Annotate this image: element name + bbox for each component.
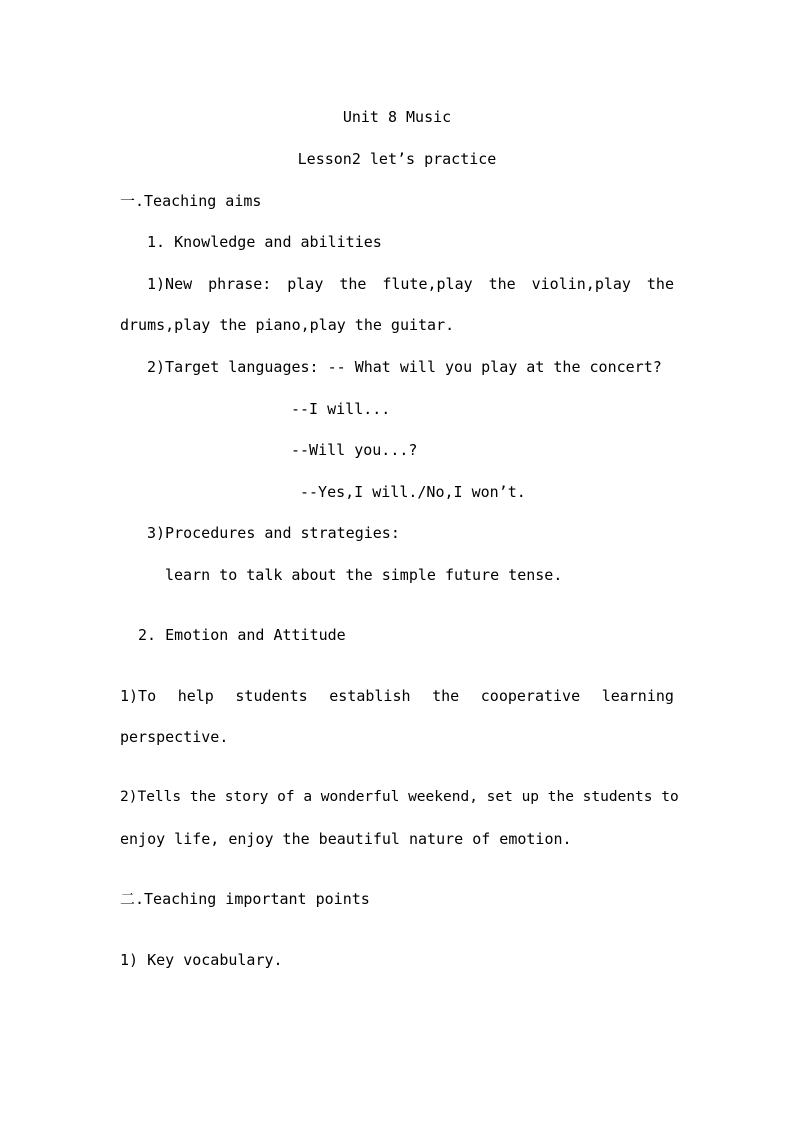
new-phrase-line-2: drums,play the piano,play the guitar. — [120, 316, 455, 334]
procedures-text: learn to talk about the simple future tense. — [165, 566, 563, 584]
new-phrase-word: the — [339, 275, 367, 293]
teaching-aims-heading: 一.Teaching aims — [120, 192, 262, 210]
emotion-word: establish — [329, 687, 411, 705]
knowledge-abilities-heading: 1. Knowledge and abilities — [147, 233, 382, 251]
important-points-heading: 二.Teaching important points — [120, 890, 370, 908]
emotion-word: help — [177, 687, 214, 705]
dialog-line-3: --Yes,I will./No,I won’t. — [300, 483, 526, 501]
new-phrase-word: flute,play — [382, 275, 473, 293]
new-phrase-word: phrase: — [208, 275, 272, 293]
new-phrase-word: play — [287, 275, 324, 293]
dialog-line-1: --I will... — [291, 400, 391, 418]
emotion-word: the — [432, 687, 460, 705]
emotion-word: 1)To — [120, 687, 157, 705]
new-phrase-word: 1)New — [147, 275, 193, 293]
emotion-item-1-line-1 — [120, 686, 674, 706]
new-phrase-word: violin,play — [531, 275, 631, 293]
new-phrase-word: the — [646, 275, 674, 293]
procedures-heading: 3)Procedures and strategies: — [147, 524, 400, 542]
emotion-item-2-line-2: enjoy life, enjoy the beautiful nature of emotion. — [120, 830, 572, 848]
emotion-word: learning — [601, 687, 674, 705]
new-phrase-word: the — [488, 275, 516, 293]
emotion-word: cooperative — [480, 687, 581, 705]
emotion-word: students — [235, 687, 308, 705]
emotion-item-1-line-2: perspective. — [120, 728, 229, 746]
document-title: Unit 8 Music — [342, 108, 452, 126]
document-subtitle: Lesson2 let’s practice — [297, 150, 497, 168]
key-vocabulary-line: 1) Key vocabulary. — [120, 951, 283, 969]
new-phrase-line-1 — [147, 274, 674, 294]
emotion-attitude-heading: 2. Emotion and Attitude — [138, 626, 346, 644]
emotion-item-2-line-1: 2)Tells the story of a wonderful weekend, set up the students to — [120, 789, 679, 805]
target-languages-line: 2)Target languages: -- What will you play at the concert? — [147, 358, 662, 376]
dialog-line-2: --Will you...? — [291, 441, 418, 459]
